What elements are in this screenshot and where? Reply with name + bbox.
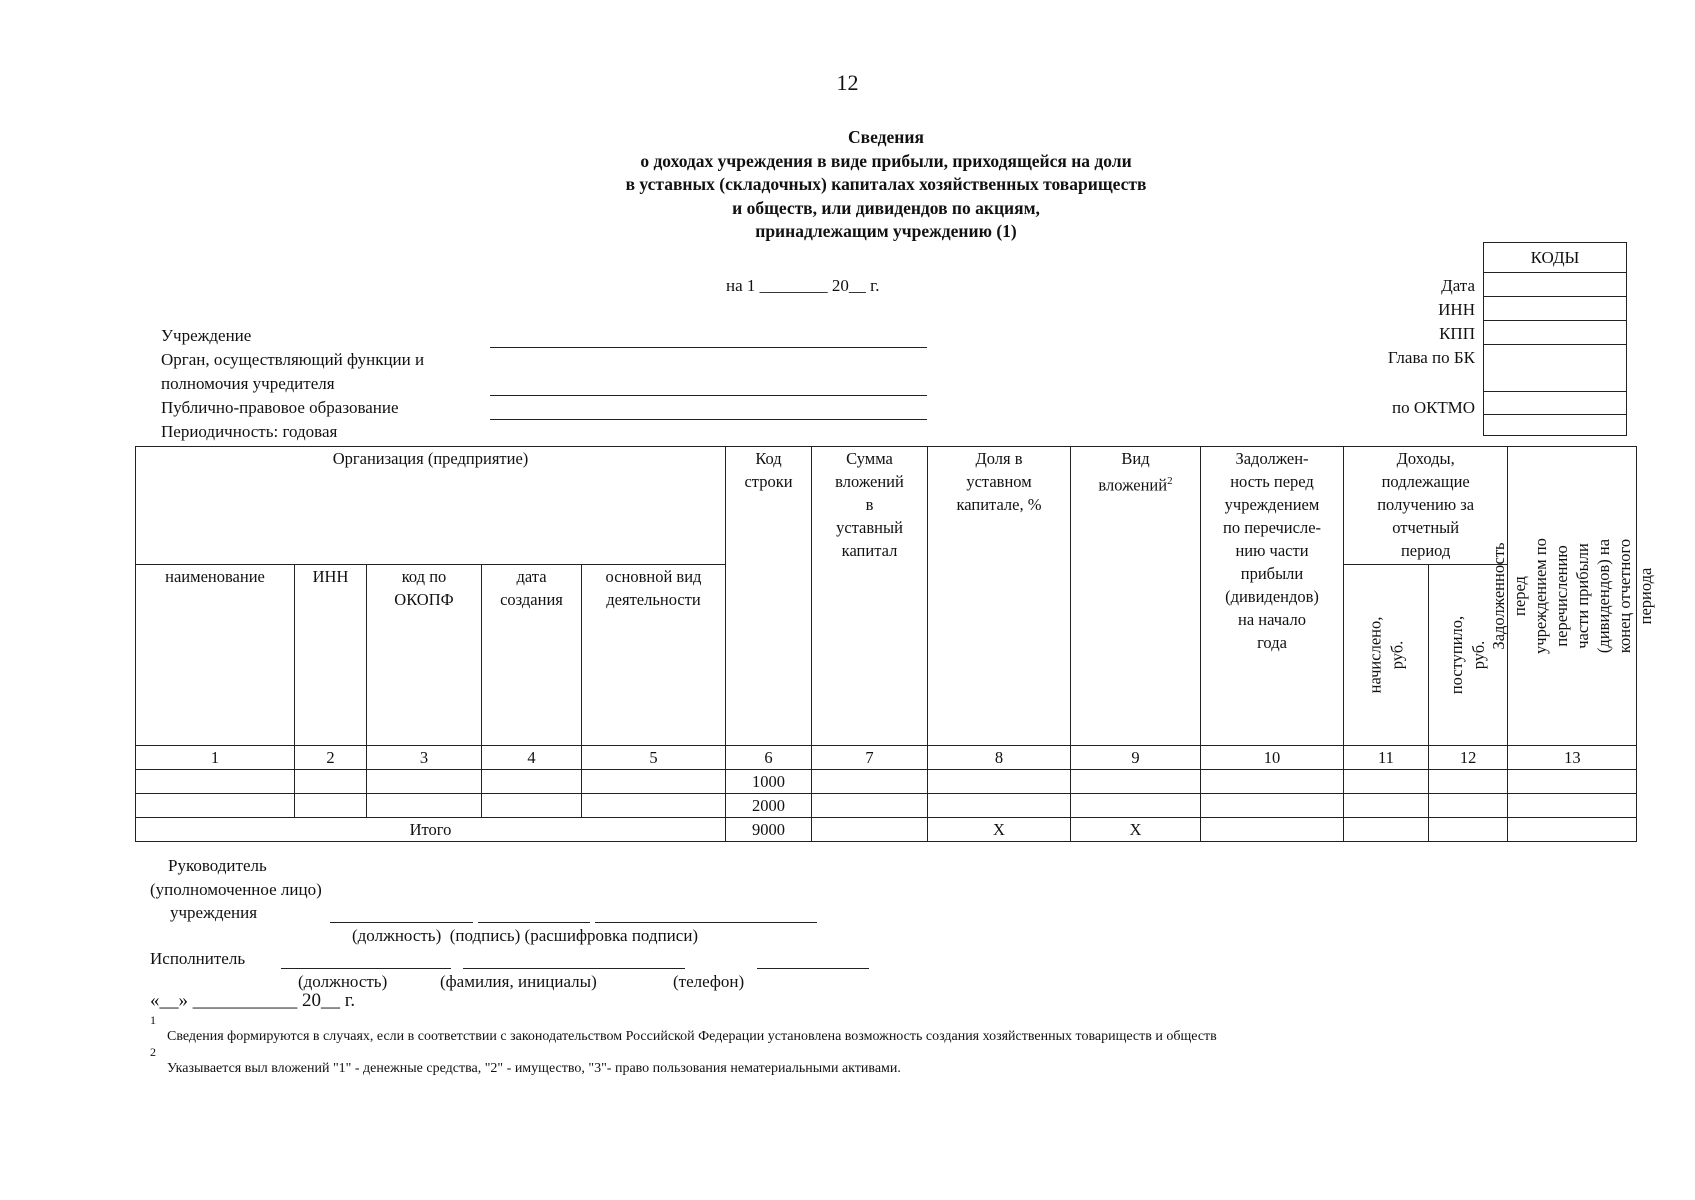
col-number: 9 [1071, 746, 1201, 770]
cell[interactable] [1201, 794, 1344, 818]
col-number: 8 [928, 746, 1071, 770]
col-debt-end-text: Задолженность перед учреждением по перечислению части прибыли (дивидендов) на конец отчетного периода [1489, 538, 1656, 654]
institution-input-line[interactable] [490, 347, 927, 348]
col-number: 10 [1201, 746, 1344, 770]
code-bk-cell[interactable] [1484, 345, 1627, 392]
footnote-ref-2: 2 [1167, 475, 1173, 487]
executor-position-line[interactable] [281, 968, 451, 969]
cell[interactable] [1344, 794, 1429, 818]
title-line: принадлежащим учреждению (1) [755, 221, 1017, 241]
executor-label: Исполнитель [150, 949, 246, 968]
col-number: 13 [1508, 746, 1637, 770]
executor-caption-position: (должность) [298, 972, 388, 991]
col-debt-start-header: Задолжен- ность перед учреждением по перечисле- нию части прибыли (дивидендов) на начало года [1201, 447, 1344, 746]
cell[interactable] [928, 794, 1071, 818]
cell[interactable] [482, 770, 582, 794]
cell[interactable] [812, 794, 928, 818]
org-header: Организация (предприятие) [136, 447, 726, 565]
col-number: 6 [726, 746, 812, 770]
title-line: Сведения [848, 127, 924, 147]
signature-date: «__» ___________ 20__ г. [150, 990, 356, 1011]
cell[interactable] [1508, 818, 1637, 842]
code-kpp-cell[interactable] [1484, 321, 1627, 345]
title-line: и обществ, или дивидендов по акциям, [732, 197, 1040, 218]
report-date-line: на 1 ________ 20__ г. [726, 276, 880, 295]
label-oktmo: по ОКТМО [1391, 398, 1475, 417]
col-received-text: поступило, руб. [1447, 615, 1489, 695]
cell[interactable] [295, 770, 367, 794]
cell[interactable] [482, 794, 582, 818]
col-okopf-header: код по ОКОПФ [367, 565, 482, 746]
income-table [135, 446, 1656, 842]
head-position-line[interactable] [330, 922, 473, 923]
code-date-cell[interactable] [1484, 273, 1627, 297]
label-founder-1: Орган, осуществляющий функции и [161, 350, 425, 369]
col-type-text: Вид вложений [1098, 449, 1168, 495]
cell[interactable] [1429, 818, 1508, 842]
col-accrued-header [1344, 565, 1429, 746]
col-sum-header: Сумма вложений в уставный капитал [812, 447, 928, 746]
executor-caption-phone: (телефон) [673, 972, 745, 991]
cell[interactable] [1508, 794, 1637, 818]
cell[interactable] [1071, 794, 1201, 818]
cell[interactable] [812, 818, 928, 842]
title-line: в уставных (складочных) капиталах хозяйственных товариществ [625, 174, 1147, 194]
cell[interactable] [1344, 770, 1429, 794]
cell[interactable] [136, 770, 295, 794]
table-row [136, 794, 1637, 818]
cell[interactable] [367, 794, 482, 818]
label-bk: Глава по БК [1387, 348, 1475, 367]
cell[interactable] [1508, 770, 1637, 794]
head-label-1: Руководитель [168, 856, 267, 875]
head-label-2: (уполномоченное лицо) [150, 880, 322, 899]
label-founder-2: полномочия учредителя [161, 374, 335, 393]
cell[interactable] [1429, 770, 1508, 794]
code-oktmo-cell[interactable] [1484, 392, 1627, 415]
cell[interactable] [1071, 770, 1201, 794]
head-captions: (должность) (подпись) (расшифровка подписи) [352, 926, 699, 945]
cell[interactable] [1201, 770, 1344, 794]
codes-header: КОДЫ [1484, 243, 1627, 273]
executor-name-line[interactable] [463, 968, 685, 969]
col-number: 11 [1344, 746, 1429, 770]
label-inn: ИНН [1438, 300, 1475, 319]
codes-box [1483, 242, 1627, 436]
col-inn-header: ИНН [295, 565, 367, 746]
title-line: о доходах учреждения в виде прибыли, приходящейся на доли [640, 150, 1132, 171]
head-label-3: учреждения [170, 903, 258, 922]
col-accrued-text: начислено, руб. [1365, 616, 1406, 694]
cell[interactable] [1344, 818, 1429, 842]
executor-caption-name: (фамилия, инициалы) [440, 972, 597, 991]
table-row [136, 770, 1637, 794]
label-periodicity: Периодичность: годовая [161, 422, 338, 441]
public-entity-input-line[interactable] [490, 419, 927, 420]
cell[interactable] [582, 794, 726, 818]
label-date: Дата [1441, 276, 1475, 295]
row-code: 1000 [726, 770, 812, 794]
footnote-text-2: Указывается выл вложений "1" - денежные средства, "2" - имущество, "3"- право пользования нематериальными активами. [167, 1061, 901, 1076]
footnote-mark-2: 2 [150, 1045, 156, 1059]
total-x-type: X [1071, 818, 1201, 842]
page-number: 12 [836, 70, 859, 95]
footnote-mark-1: 1 [150, 1013, 156, 1027]
col-number: 3 [367, 746, 482, 770]
cell[interactable] [136, 794, 295, 818]
cell[interactable] [295, 794, 367, 818]
col-activity-header: основной вид деятельности [582, 565, 726, 746]
total-code: 9000 [726, 818, 812, 842]
total-x-share: X [928, 818, 1071, 842]
cell[interactable] [367, 770, 482, 794]
col-number: 1 [136, 746, 295, 770]
col-code-header: Код строки [726, 447, 812, 746]
cell[interactable] [1429, 794, 1508, 818]
footnote-text-1: Сведения формируются в случаях, если в соответствии с законодательством Российской Федерации установлена возможность создания хозяйственных товариществ и обществ [167, 1029, 1217, 1044]
col-number: 7 [812, 746, 928, 770]
head-signature-line[interactable] [478, 922, 590, 923]
code-inn-cell[interactable] [1484, 297, 1627, 321]
col-date-header: дата создания [482, 565, 582, 746]
code-extra-cell[interactable] [1484, 415, 1627, 436]
col-number: 5 [582, 746, 726, 770]
col-number: 2 [295, 746, 367, 770]
row-code: 2000 [726, 794, 812, 818]
executor-phone-line[interactable] [757, 968, 869, 969]
total-label: Итого [136, 818, 726, 842]
label-kpp: КПП [1439, 324, 1475, 343]
col-number: 12 [1429, 746, 1508, 770]
total-row [136, 818, 1637, 842]
col-share-header: Доля в уставном капитале, % [928, 447, 1071, 746]
head-name-line[interactable] [595, 922, 817, 923]
col-debt-end-header [1489, 447, 1656, 746]
label-institution: Учреждение [161, 326, 252, 345]
founder-input-line[interactable] [490, 395, 927, 396]
col-name-header: наименование [136, 565, 295, 746]
label-public-entity: Публично-правовое образование [161, 398, 399, 417]
cell[interactable] [1201, 818, 1344, 842]
document-title [0, 126, 1695, 244]
cell[interactable] [812, 770, 928, 794]
cell[interactable] [928, 770, 1071, 794]
cell[interactable] [582, 770, 726, 794]
col-number: 4 [482, 746, 582, 770]
col-type-header [1071, 447, 1201, 746]
col-income-header: Доходы, подлежащие получению за отчетный период [1344, 447, 1508, 565]
